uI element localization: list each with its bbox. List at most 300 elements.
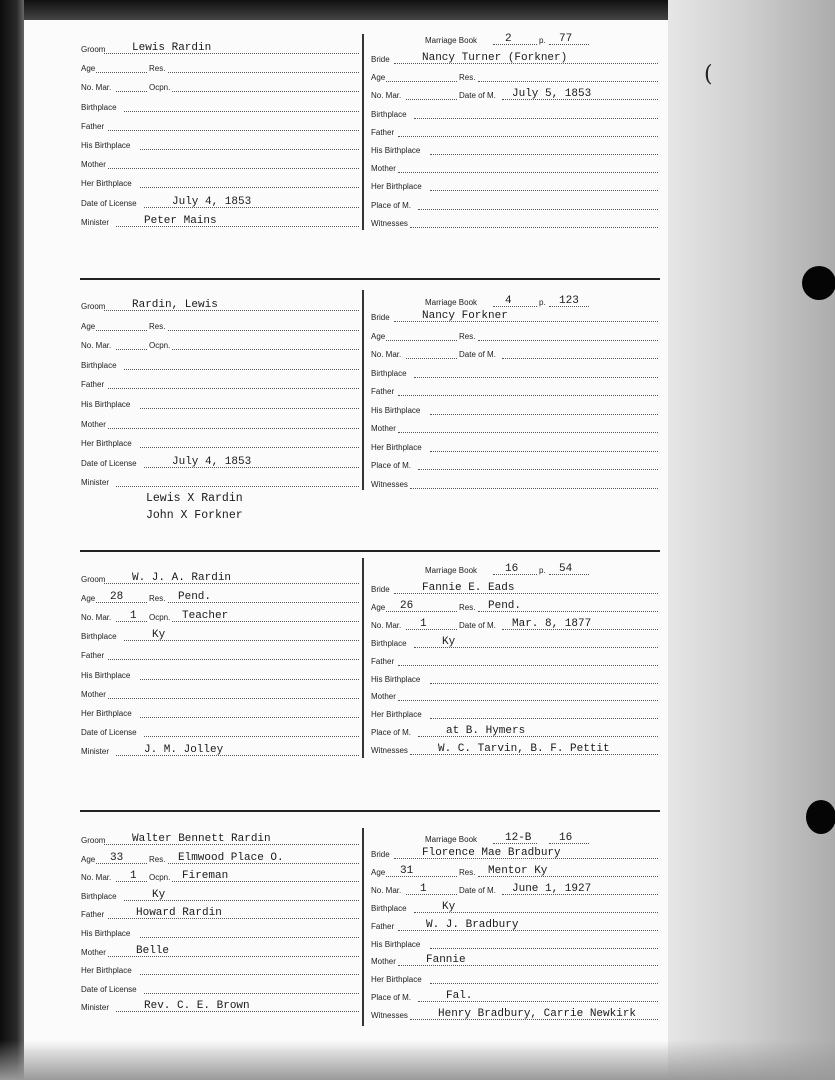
groom-row (81, 194, 359, 210)
page-number: 77 (559, 33, 573, 45)
column-divider (362, 828, 364, 1026)
page-label: p. (539, 298, 546, 307)
field-label: Groom (81, 836, 106, 845)
punch-hole (802, 266, 835, 300)
field-line (140, 937, 359, 938)
field-value: Walter Bennett Rardin (132, 833, 271, 845)
groom-row (81, 213, 359, 229)
groom-row (81, 685, 359, 701)
punch-hole (806, 800, 835, 834)
field-label: Date of License (81, 984, 137, 994)
bride-row (371, 723, 658, 739)
bride-row (371, 988, 658, 1004)
field-line (140, 447, 359, 448)
field-label: Bride (371, 313, 390, 322)
field-line (140, 974, 359, 975)
field-label: Place of M. (371, 993, 412, 1003)
field-label: Ocpn. (149, 341, 171, 351)
bride-row (371, 935, 658, 951)
groom-row (81, 704, 359, 720)
groom-row (81, 868, 359, 884)
bride-row (371, 419, 658, 435)
field-value: W. J. Bradbury (426, 918, 519, 931)
field-line (406, 358, 457, 359)
field-label: Date of License (81, 727, 137, 737)
field-label: Mother (81, 419, 106, 429)
field-value: 33 (110, 851, 124, 864)
field-label: Father (371, 656, 395, 666)
field-line (430, 683, 658, 684)
signature-line: Lewis X Rardin (146, 492, 243, 505)
page-number: 123 (559, 295, 579, 307)
field-line (116, 91, 147, 92)
field-line (502, 358, 658, 359)
field-label: Father (371, 387, 395, 396)
field-label: No. Mar. (81, 873, 112, 883)
field-label: Mother (81, 160, 106, 170)
bride-row (371, 382, 658, 398)
field-label: Witnesses (371, 218, 408, 228)
field-value: Rev. C. E. Brown (144, 1000, 250, 1013)
field-value: Nancy Forkner (422, 310, 508, 322)
field-label: Birthplace (81, 891, 117, 901)
field-line (406, 629, 457, 630)
groom-row (81, 570, 359, 586)
field-label: Her Birthplace (81, 966, 132, 976)
field-value: Elmwood Place O. (178, 851, 284, 864)
field-line (386, 611, 457, 612)
field-label: No. Mar. (371, 885, 402, 895)
field-value: Ky (442, 635, 456, 648)
groom-row (81, 415, 359, 431)
field-value: W. J. A. Rardin (132, 572, 232, 584)
field-value: 1 (420, 882, 427, 895)
field-label: Her Birthplace (81, 708, 132, 718)
field-line (144, 736, 359, 737)
bride-row (371, 214, 658, 230)
field-line (430, 451, 658, 452)
field-value: Mar. 8, 1877 (512, 617, 592, 630)
field-label: Groom (81, 302, 106, 311)
field-line (398, 665, 658, 666)
field-label: No. Mar. (371, 91, 402, 101)
field-label: Age (81, 594, 96, 604)
field-value: Pend. (178, 591, 212, 604)
field-label: Father (81, 651, 105, 661)
field-value: Fannie (426, 954, 466, 967)
field-label: His Birthplace (371, 405, 421, 415)
field-label: Groom (81, 45, 106, 54)
bride-row (371, 86, 658, 102)
field-label: Her Birthplace (371, 975, 422, 985)
field-line (430, 718, 658, 719)
field-line (398, 432, 658, 433)
field-label: Mother (81, 689, 106, 699)
field-label: Res. (459, 867, 476, 877)
field-label: Birthplace (81, 102, 117, 112)
field-label: Place of M. (371, 461, 412, 470)
bride-row (371, 952, 658, 968)
field-line (430, 948, 658, 949)
field-line (478, 81, 658, 82)
field-label: Ocpn. (149, 613, 171, 623)
field-value: Fireman (182, 870, 229, 883)
field-value: Ky (442, 900, 456, 913)
record-divider (80, 810, 660, 812)
field-line (386, 340, 457, 341)
field-label: Birthplace (81, 360, 117, 370)
field-label: Age (81, 321, 96, 331)
field-value: Fal. (446, 990, 473, 1003)
field-label: Mother (371, 957, 396, 967)
field-label: His Birthplace (81, 400, 131, 409)
field-line (108, 168, 359, 169)
field-line (108, 698, 359, 699)
field-line (398, 700, 658, 701)
field-line (140, 679, 359, 680)
bride-row (371, 863, 658, 879)
field-label: Minister (81, 1003, 110, 1013)
field-label: Date of M. (459, 885, 496, 895)
bride-row (371, 970, 658, 986)
page-label: p. (539, 36, 546, 45)
bride-row (371, 456, 658, 472)
bride-row (371, 177, 658, 193)
field-line (116, 349, 147, 350)
field-label: Place of M. (371, 200, 412, 210)
bride-row (371, 652, 658, 668)
scan-edge-bottom (0, 1040, 835, 1080)
bride-row (371, 105, 658, 121)
bride-row (371, 687, 658, 703)
bride-row (371, 68, 658, 84)
field-label: Age (371, 331, 386, 341)
field-label: Bride (371, 585, 390, 594)
record-divider (80, 278, 660, 280)
field-label: No. Mar. (371, 620, 402, 630)
bride-row (371, 50, 658, 66)
field-line (398, 172, 658, 173)
field-label: Her Birthplace (371, 442, 422, 452)
field-value: W. C. Tarvin, B. F. Pettit (438, 743, 610, 756)
field-line (96, 72, 147, 73)
groom-row (81, 375, 359, 391)
field-label: No. Mar. (81, 341, 112, 351)
field-value: Florence Mae Bradbury (422, 847, 561, 859)
field-label: His Birthplace (371, 939, 421, 949)
column-divider (362, 290, 364, 490)
field-label: No. Mar. (81, 83, 112, 93)
field-label: Age (371, 867, 386, 877)
groom-row (81, 723, 359, 739)
bride-row (371, 364, 658, 380)
field-line (108, 428, 359, 429)
groom-row (81, 998, 359, 1014)
field-label: Mother (371, 692, 396, 702)
bride-row (371, 741, 658, 757)
field-line (168, 72, 359, 73)
field-line (430, 983, 658, 984)
bride-row (371, 580, 658, 596)
field-label: Age (371, 602, 386, 612)
field-label: Her Birthplace (81, 439, 132, 449)
field-label: Minister (81, 746, 110, 756)
marriage-book-line (425, 830, 595, 846)
field-label: Res. (149, 594, 166, 604)
page-label: p. (539, 566, 546, 575)
field-label: Age (81, 854, 96, 864)
bride-row (371, 705, 658, 721)
field-line (108, 130, 359, 131)
field-label: His Birthplace (81, 141, 131, 150)
field-label: Father (371, 127, 395, 137)
field-line (418, 209, 658, 210)
field-label: Res. (149, 321, 166, 331)
groom-row (81, 646, 359, 662)
field-label: Ocpn. (149, 83, 171, 93)
groom-row (81, 742, 359, 758)
groom-row (81, 155, 359, 171)
groom-row (81, 608, 359, 624)
groom-row (81, 905, 359, 921)
groom-row (81, 136, 359, 152)
field-label: Birthplace (371, 638, 407, 648)
field-value: July 5, 1853 (512, 88, 592, 101)
bride-row (371, 327, 658, 343)
field-line (144, 993, 359, 994)
field-label: Age (81, 64, 96, 74)
field-label: No. Mar. (81, 613, 112, 623)
field-value: at B. Hymers (446, 725, 526, 738)
field-line (108, 659, 359, 660)
field-line (96, 330, 147, 331)
groom-row (81, 850, 359, 866)
field-value: Howard Rardin (136, 907, 222, 920)
field-label: Res. (149, 64, 166, 74)
field-line (430, 190, 658, 191)
field-label: His Birthplace (371, 674, 421, 684)
page-number: 16 (559, 832, 573, 844)
field-value: 1 (130, 870, 137, 883)
field-label: Mother (371, 424, 396, 433)
field-line (398, 395, 658, 396)
field-label: Res. (459, 73, 476, 83)
field-label: Date of M. (459, 350, 496, 359)
bride-row (371, 598, 658, 614)
bride-row (371, 141, 658, 157)
groom-row (81, 589, 359, 605)
bride-row (371, 345, 658, 361)
field-value: Pend. (488, 599, 522, 612)
field-value: Teacher (182, 610, 229, 623)
field-line (386, 81, 457, 82)
marriage-book-label: Marriage Book (425, 298, 478, 307)
bride-row (371, 616, 658, 632)
field-line (418, 469, 658, 470)
marriage-book-number: 16 (505, 563, 519, 575)
field-label: No. Mar. (371, 350, 402, 359)
column-divider (362, 34, 364, 230)
field-value: Rardin, Lewis (132, 299, 218, 311)
groom-row (81, 980, 359, 996)
bride-row (371, 670, 658, 686)
field-label: Father (371, 921, 395, 931)
marriage-book-number: 4 (505, 295, 512, 307)
field-line (414, 118, 658, 119)
groom-row (81, 40, 359, 56)
marriage-book-line (425, 561, 595, 577)
field-line (108, 388, 359, 389)
scan-shadow-right (740, 0, 835, 1080)
field-label: Witnesses (371, 746, 408, 756)
bride-row (371, 917, 658, 933)
field-line (414, 377, 658, 378)
field-label: Birthplace (371, 903, 407, 913)
field-value: Ky (152, 888, 166, 901)
field-label: His Birthplace (81, 670, 131, 680)
field-line (493, 306, 537, 307)
groom-row (81, 98, 359, 114)
field-label: Her Birthplace (371, 182, 422, 192)
field-label: Bride (371, 850, 390, 859)
field-label: Date of M. (459, 91, 496, 101)
field-label: Place of M. (371, 728, 412, 738)
groom-row (81, 924, 359, 940)
field-value: J. M. Jolley (144, 743, 224, 756)
marriage-book-number: 12-B (505, 832, 532, 844)
field-label: Her Birthplace (371, 710, 422, 720)
field-line (140, 187, 359, 188)
field-line (493, 44, 537, 45)
field-value: Mentor Ky (488, 864, 548, 877)
marriage-book-line (425, 31, 595, 47)
field-line (140, 717, 359, 718)
bride-row (371, 634, 658, 650)
field-value: July 4, 1853 (172, 195, 252, 208)
field-label: Date of M. (459, 620, 496, 630)
groom-row (81, 317, 359, 333)
field-line (116, 486, 359, 487)
field-value: July 4, 1853 (172, 455, 252, 468)
groom-row (81, 395, 359, 411)
field-line (410, 227, 658, 228)
field-line (406, 894, 457, 895)
field-value: 26 (400, 599, 414, 612)
field-line (172, 91, 359, 92)
bride-row (371, 845, 658, 861)
pencil-mark: ( (704, 62, 713, 87)
field-label: Father (81, 380, 105, 390)
field-line (398, 136, 658, 137)
bride-row (371, 438, 658, 454)
field-value: 1 (420, 617, 427, 630)
field-value: Peter Mains (144, 214, 217, 227)
column-divider (362, 558, 364, 758)
field-value: Lewis Rardin (132, 42, 212, 54)
bride-row (371, 308, 658, 324)
field-label: Minister (81, 217, 110, 227)
groom-row (81, 943, 359, 959)
field-value: Ky (152, 629, 166, 642)
marriage-book-label: Marriage Book (425, 835, 478, 844)
bride-row (371, 123, 658, 139)
field-value: Nancy Turner (Forkner) (422, 52, 568, 64)
field-line (124, 369, 359, 370)
field-value: Fannie E. Eads (422, 582, 515, 594)
field-line (140, 408, 359, 409)
bride-row (371, 159, 658, 175)
bride-row (371, 475, 658, 491)
bride-row (371, 1006, 658, 1022)
field-line (430, 414, 658, 415)
bride-row (371, 196, 658, 212)
marriage-book-label: Marriage Book (425, 566, 478, 575)
marriage-book-line (425, 293, 595, 309)
field-value: June 1, 1927 (512, 882, 592, 895)
field-value: 28 (110, 591, 124, 604)
bride-row (371, 401, 658, 417)
record-divider (80, 550, 660, 552)
groom-row (81, 59, 359, 75)
field-label: Father (81, 910, 105, 920)
groom-row (81, 78, 359, 94)
groom-row (81, 336, 359, 352)
field-line (406, 99, 457, 100)
field-label: Birthplace (81, 632, 117, 642)
bride-row (371, 899, 658, 915)
field-line (478, 340, 658, 341)
bride-row (371, 881, 658, 897)
groom-row (81, 297, 359, 313)
field-line (386, 876, 457, 877)
signature-line: John X Forkner (146, 509, 243, 522)
field-label: His Birthplace (371, 146, 421, 155)
field-label: Her Birthplace (81, 179, 132, 189)
groom-row (81, 887, 359, 903)
groom-row (81, 473, 359, 489)
field-label: Minister (81, 478, 110, 488)
field-label: Bride (371, 55, 390, 64)
field-line (172, 349, 359, 350)
page-number: 54 (559, 563, 573, 575)
field-label: Res. (459, 602, 476, 612)
groom-row (81, 627, 359, 643)
field-label: Ocpn. (149, 873, 171, 883)
field-label: Date of License (81, 198, 137, 208)
field-label: Witnesses (371, 1011, 408, 1021)
field-line (124, 111, 359, 112)
field-label: Birthplace (371, 368, 407, 378)
field-label: Birthplace (371, 109, 407, 119)
marriage-book-label: Marriage Book (425, 36, 478, 45)
field-value: Belle (136, 944, 170, 957)
field-label: Father (81, 121, 105, 131)
groom-row (81, 356, 359, 372)
groom-row (81, 454, 359, 470)
field-line (168, 330, 359, 331)
groom-row (81, 434, 359, 450)
field-label: Groom (81, 575, 106, 584)
groom-row (81, 117, 359, 133)
field-label: Res. (459, 331, 476, 341)
field-value: Henry Bradbury, Carrie Newkirk (438, 1008, 637, 1021)
field-label: Res. (149, 854, 166, 864)
field-value: 31 (400, 864, 414, 877)
field-label: Mother (81, 947, 106, 957)
field-label: Date of License (81, 458, 137, 468)
field-value: 1 (130, 610, 137, 623)
groom-row (81, 831, 359, 847)
